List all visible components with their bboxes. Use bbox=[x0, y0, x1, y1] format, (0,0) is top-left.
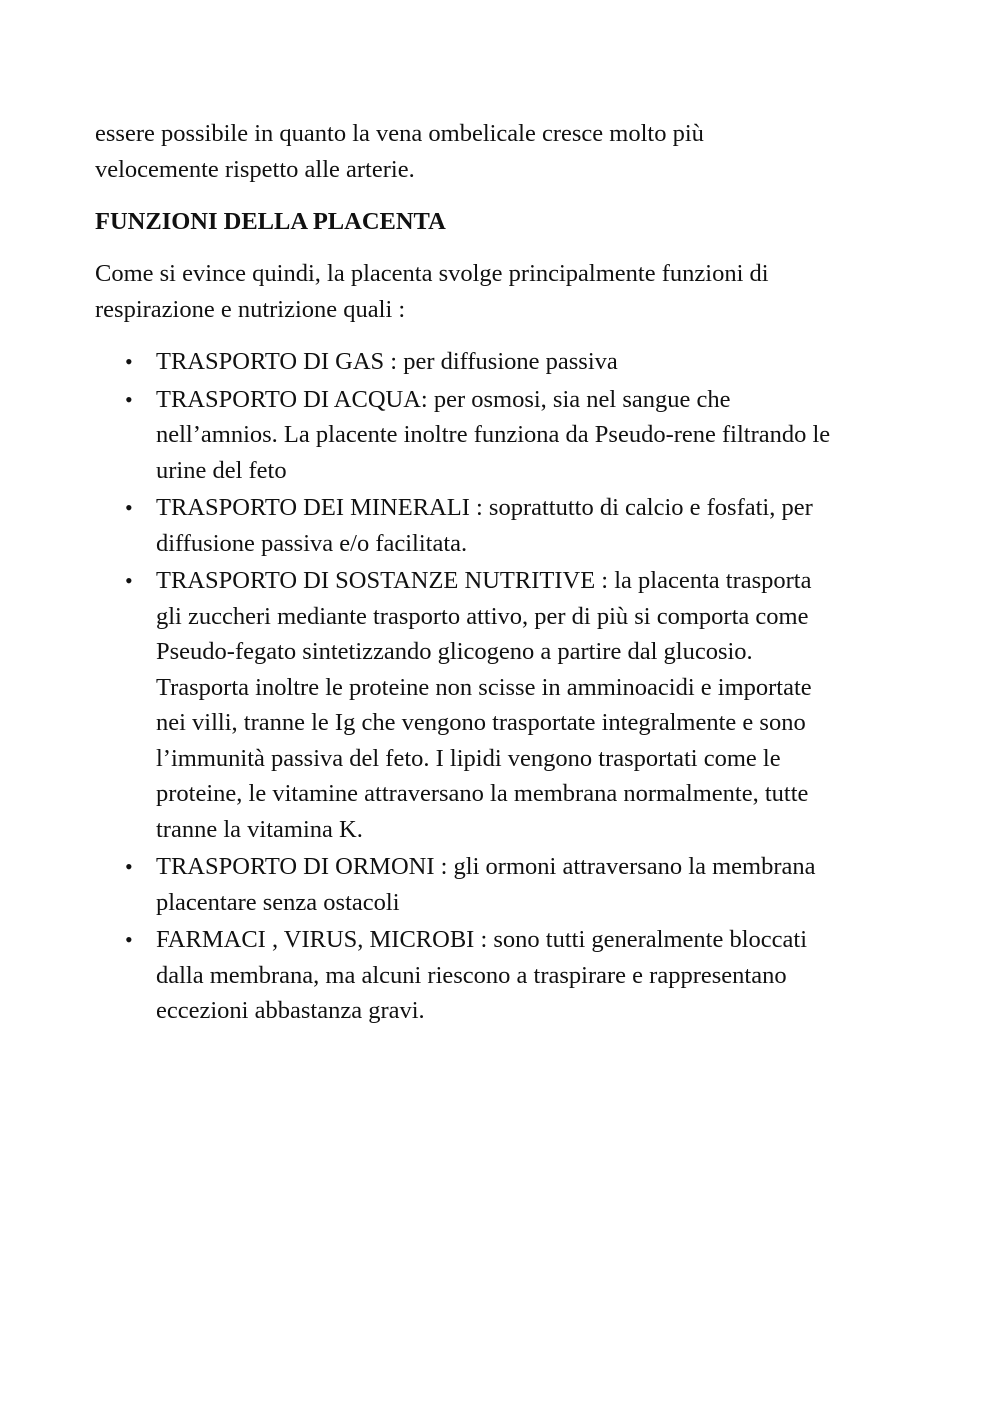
list-item-line: urine del feto bbox=[156, 456, 287, 484]
list-item bbox=[95, 490, 915, 561]
bullet-icon: • bbox=[125, 927, 133, 952]
list-item-line: placentare senza ostacoli bbox=[156, 888, 400, 916]
document-page bbox=[95, 116, 915, 1031]
list-item-line: nei villi, tranne le Ig che vengono trasportate integralmente e sono bbox=[156, 709, 806, 736]
intro-paragraph bbox=[95, 256, 915, 328]
list-item bbox=[95, 849, 915, 920]
list-item-line: dalla membrana, ma alcuni riescono a traspirare e rappresentano bbox=[156, 961, 787, 989]
list-item-line: FARMACI , VIRUS, MICROBI : sono tutti generalmente bloccati bbox=[156, 926, 808, 953]
paragraph-line: essere possibile in quanto la vena ombelicale cresce molto più bbox=[95, 120, 704, 147]
bullet-icon: • bbox=[125, 854, 133, 879]
list-item-line: diffusione passiva e/o facilitata. bbox=[156, 529, 468, 557]
paragraph-line: velocemente rispetto alle arterie. bbox=[95, 156, 415, 183]
paragraph-line: Come si evince quindi, la placenta svolge principalmente funzioni di bbox=[95, 260, 769, 287]
list-item-line: gli zuccheri mediante trasporto attivo, per di più si comporta come bbox=[156, 602, 809, 630]
list-item-line: Trasporta inoltre le proteine non scisse in amminoacidi e importate bbox=[156, 673, 812, 701]
list-item-line: TRASPORTO DEI MINERALI : soprattutto di calcio e fosfati, per bbox=[156, 494, 813, 521]
list-item-line: proteine, le vitamine attraversano la membrana normalmente, tutte bbox=[156, 780, 809, 807]
list-item bbox=[95, 382, 915, 489]
list-item-line: l’immunità passiva del feto. I lipidi vengono trasportati come le bbox=[156, 744, 781, 772]
list-item-line: TRASPORTO DI GAS : per diffusione passiva bbox=[156, 348, 618, 375]
list-item-line: TRASPORTO DI SOSTANZE NUTRITIVE : la placenta trasporta bbox=[156, 567, 812, 594]
list-item-line: TRASPORTO DI ORMONI : gli ormoni attraversano la membrana bbox=[156, 853, 816, 880]
bullet-icon: • bbox=[125, 495, 133, 520]
list-item bbox=[95, 344, 915, 380]
functions-list bbox=[95, 344, 915, 1029]
list-item-line: Pseudo-fegato sintetizzando glicogeno a partire dal glucosio. bbox=[156, 638, 753, 665]
list-item-line: eccezioni abbastanza gravi. bbox=[156, 997, 425, 1024]
bullet-icon: • bbox=[125, 349, 133, 374]
section-heading: FUNZIONI DELLA PLACENTA bbox=[95, 208, 446, 235]
bullet-icon: • bbox=[125, 386, 133, 412]
opening-paragraph bbox=[95, 116, 915, 188]
list-item-line: tranne la vitamina K. bbox=[156, 815, 363, 843]
list-item bbox=[95, 563, 915, 847]
list-item-line: TRASPORTO DI ACQUA: per osmosi, sia nel sangue che bbox=[156, 385, 731, 413]
bullet-icon: • bbox=[125, 568, 133, 593]
list-item bbox=[95, 922, 915, 1029]
paragraph-line: respirazione e nutrizione quali : bbox=[95, 296, 406, 323]
list-item-line: nell’amnios. La placente inoltre funziona da Pseudo-rene filtrando le bbox=[156, 421, 831, 448]
